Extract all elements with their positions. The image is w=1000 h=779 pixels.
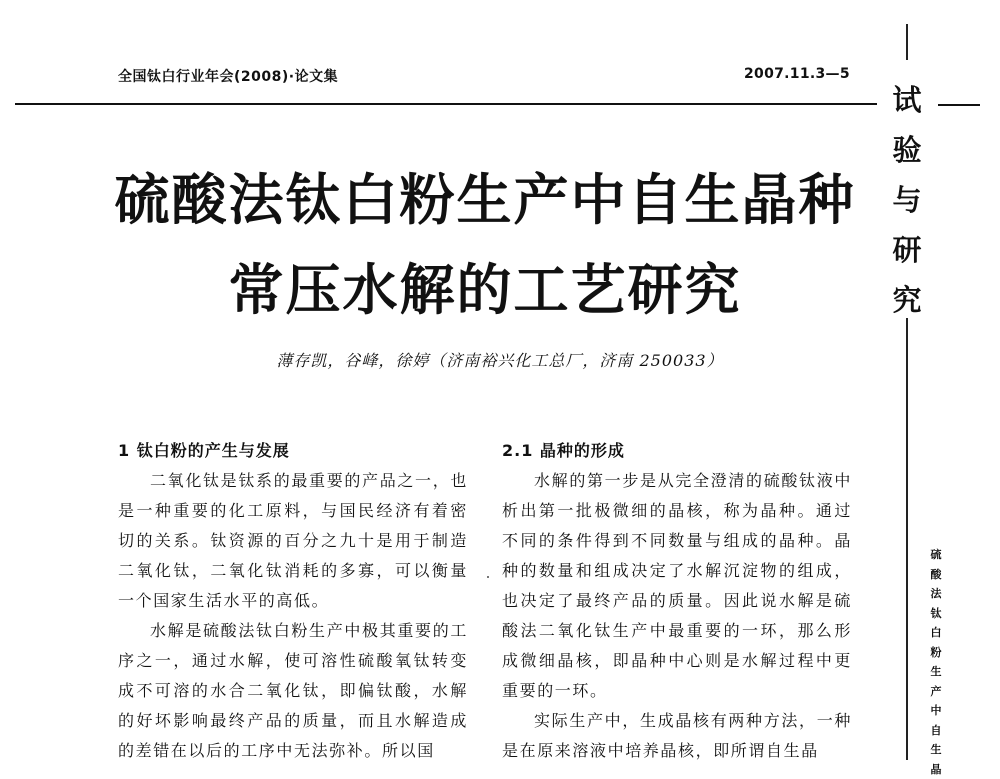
paragraph: 二氧化钛是钛系的最重要的产品之一，也是一种重要的化工原料，与国民经济有着密切的关系。钛资源的百分之九十是用于制造二氧化钛，二氧化钛消耗的多寡，可以衡量一个国家生活水平的高低。 [118, 471, 468, 610]
side-vertical-rule-top [906, 24, 908, 60]
journal-header: 全国钛白行业年会(2008)·论文集 [118, 69, 339, 85]
scan-speck [487, 576, 489, 578]
article-title-line-1: 硫酸法钛白粉生产中自生晶种 [114, 168, 856, 232]
section-heading-1: 1 钛白粉的产生与发展 [118, 441, 290, 460]
paragraph: 水解的第一步是从完全澄清的硫酸钛液中析出第一批极微细的晶核，称为晶种。通过不同的条件得到不同数量与组成的晶种。晶种的数量和组成决定了水解沉淀物的组成，也决定了最终产品的质量。因此说水解是硫酸法二氧化钛生产中最重要的一环，那么形成微细晶核，即晶种中心则是水解过程中更重要的一环。 [502, 471, 852, 700]
header-rule [15, 103, 877, 105]
author-affiliation: 薄存凯，谷峰，徐婷（济南裕兴化工总厂，济南 250033） [276, 351, 724, 370]
article-title-line-2: 常压水解的工艺研究 [228, 258, 742, 322]
section-label-char-3: 与 [892, 183, 922, 217]
conference-date: 2007.11.3—5 [744, 66, 850, 82]
section-heading-2-1: 2.1 晶种的形成 [502, 441, 625, 460]
section-label-char-5: 究 [892, 283, 922, 317]
header-rule-side [938, 104, 980, 106]
left-column [118, 436, 468, 766]
section-label-char-1: 试 [892, 83, 922, 117]
paragraph: 实际生产中，生成晶核有两种方法，一种是在原来溶液中培养晶核，即所谓自生晶 [502, 711, 852, 760]
side-vertical-rule-bottom [906, 318, 908, 760]
section-label-char-4: 研 [892, 233, 922, 267]
section-label-char-2: 验 [892, 133, 922, 167]
right-column [502, 436, 852, 766]
paragraph: 水解是硫酸法钛白粉生产中极其重要的工序之一，通过水解，使可溶性硫酸氧钛转变成不可溶的水合二氧化钛，即偏钛酸，水解的好坏影响最终产品的质量，而且水解造成的差错在以后的工序中无法弥补。所以国 [118, 621, 468, 760]
running-title-vertical: 硫酸法钛白粉生产中自生晶 [930, 548, 942, 776]
